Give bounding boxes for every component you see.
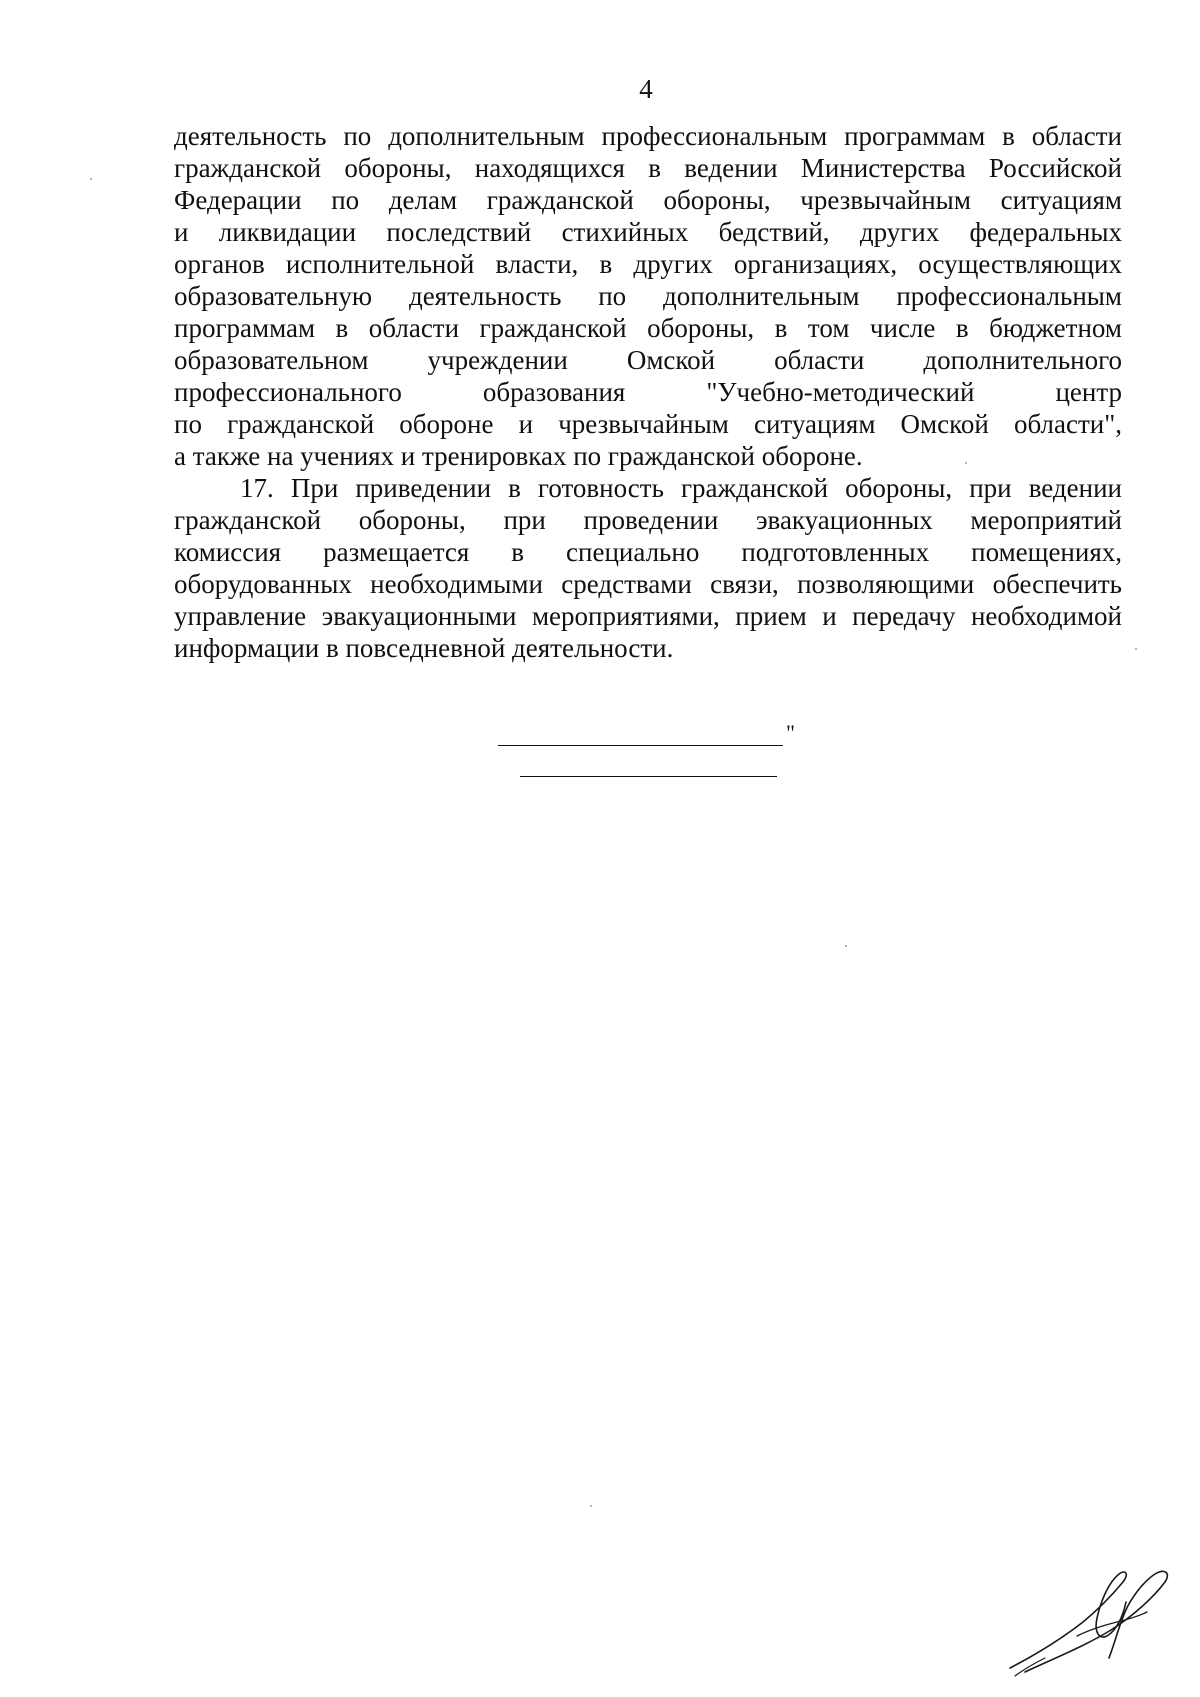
text-line: информации в повседневной деятельности.: [174, 633, 674, 663]
scan-speck: [1135, 648, 1137, 650]
text-line: оборудованных необходимыми средствами связи, позволяющими обеспечить: [174, 569, 1122, 599]
page-number: 4: [639, 74, 653, 104]
text-line: Федерации по делам гражданской обороны, чрезвычайным ситуациям: [174, 185, 1122, 215]
handwritten-signature: [1005, 1560, 1175, 1680]
text-line: гражданской обороны, при проведении эвакуационных мероприятий: [174, 505, 1122, 535]
closing-rule-top: [498, 745, 783, 746]
closing-rule-bottom: [520, 776, 777, 777]
scan-speck: [965, 462, 967, 464]
closing-quote-mark: ": [786, 720, 795, 745]
text-line: образовательную деятельность по дополнительным профессиональным: [174, 281, 1122, 311]
text-line: деятельность по дополнительным профессиональным программам в области: [174, 121, 1122, 151]
text-line: управление эвакуационными мероприятиями, прием и передачу необходимой: [174, 601, 1122, 631]
text-line: комиссия размещается в специально подготовленных помещениях,: [174, 537, 1122, 567]
scan-speck: [590, 1505, 592, 1507]
text-line: а также на учениях и тренировках по гражданской обороне.: [174, 441, 863, 471]
scan-speck: [90, 178, 92, 180]
text-line: гражданской обороны, находящихся в ведении Министерства Российской: [174, 153, 1122, 183]
text-line: и ликвидации последствий стихийных бедствий, других федеральных: [174, 217, 1122, 247]
text-line: по гражданской обороне и чрезвычайным ситуациям Омской области",: [174, 409, 1122, 439]
text-line: образовательном учреждении Омской области дополнительного: [174, 345, 1122, 375]
paragraph-17-first-line: 17. При приведении в готовность гражданской обороны, при ведении: [240, 473, 1122, 503]
text-line: профессионального образования "Учебно-методический центр: [174, 377, 1122, 407]
scan-speck: [845, 945, 847, 947]
text-line: программам в области гражданской обороны, в том числе в бюджетном: [174, 313, 1122, 343]
text-line: органов исполнительной власти, в других организациях, осуществляющих: [174, 249, 1122, 279]
